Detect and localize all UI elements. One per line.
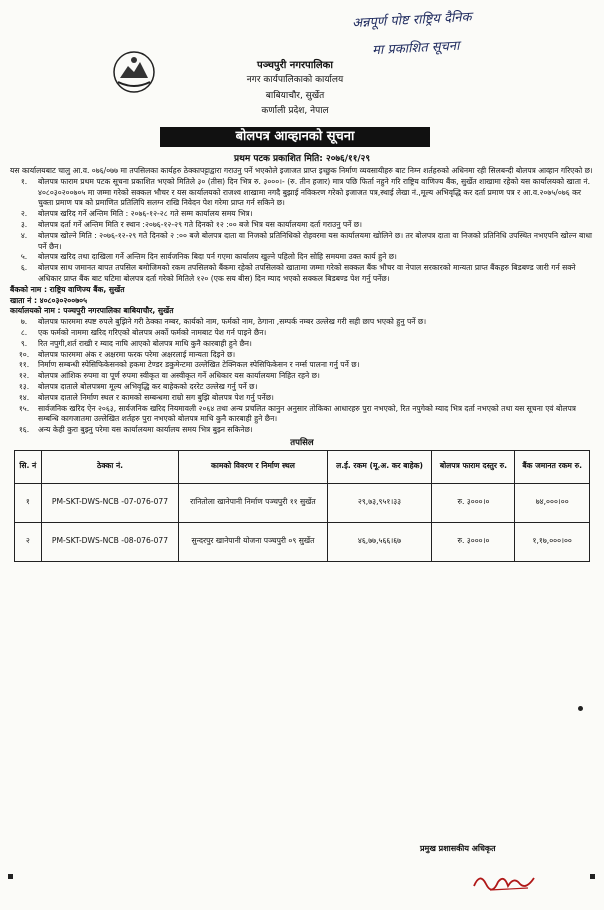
intro-text: यस कार्यालयबाट चालु आ.व. ०७६/०७७ मा तपसिलका कार्यहरु ठेक्कापट्टाद्वारा गराउनु पर्ने भएकोले इजाजत प्राप्त इच्छुक निर्माण व्यवसायीहरु बाट निम्न शर्तहरुको अधिनमा रही सिलबन्दी बोलपत्र आव्हान गरिएको छ। xyxy=(10,166,593,175)
office-place: बाबियाचौर, सुर्खेत xyxy=(265,91,325,101)
notice-body xyxy=(10,166,594,562)
condition-text: बोलपत्र फारममा स्पष्ट रुपले बुझिने गरी ठेक्का नम्बर, कार्यको नाम, फर्मको नाम, ठेगाना ,सम्पर्क नम्बर उल्लेख गरी सही छाप भएको हुनु पर्ने छ। xyxy=(38,317,427,327)
condition-item xyxy=(10,209,594,220)
account-number: खाता नं : ४०८०३०२००७०५ xyxy=(10,295,88,305)
notice-banner: बोलपत्र आव्हानको सूचना xyxy=(160,127,430,147)
column-header: ल.ई. रकम (मू.अ. कर बाहेक) xyxy=(327,450,432,483)
table-cell-sn: २ xyxy=(15,522,42,561)
condition-number: ८. xyxy=(20,327,28,337)
condition-number: २. xyxy=(20,209,28,219)
condition-number: ११. xyxy=(18,360,30,370)
schedule-table xyxy=(14,450,590,562)
handwritten-note-line2: मा प्रकाशित सूचना xyxy=(371,38,460,59)
condition-text: निर्माण सम्बन्धी स्पेसिफिकेसनको हकमा टेण्डर डकुमेन्टमा उल्लेखित टेक्निकल स्पेसिफिकेसन र नर्म्स पालना गर्नु पर्ने छ। xyxy=(38,360,360,370)
condition-text: बोलपत्र खोल्ने मिति : २०७६-१२-२९ गते दिनको २ :०० बजे बोलपत्र दाता वा निजको प्रतिनिधिको रोहवरमा यस कार्यालयमा खोलिने छ। तर बोलपत्र दाता वा निजको प्रतिनिधि उपस्थित नभएपनि खोल्न बाधा पर्ने छैन। xyxy=(38,230,592,251)
condition-item xyxy=(10,263,594,285)
office-province: कर्णाली प्रदेश, नेपाल xyxy=(261,106,329,116)
stray-mark xyxy=(578,706,583,711)
column-header: ठेक्का नं. xyxy=(41,450,179,483)
bank-name: बैंकको नाम : राष्ट्रिय वाणिज्य बैंक, सुर्खेत xyxy=(10,284,125,294)
condition-number: १४. xyxy=(18,392,30,402)
office-account-name: कार्यालयको नाम : पञ्चपुरी नगरपालिका बाबियाचौर, सुर्खेत xyxy=(10,306,174,316)
condition-item xyxy=(10,339,594,350)
table-cell-contract: PM-SKT-DWS-NCB -07-076-077 xyxy=(41,483,179,522)
handwritten-note-line1: अन्नपूर्ण पोष्ट राष्ट्रिय दैनिक xyxy=(351,9,472,32)
condition-text: बोलपत्र दाताले बोलपत्रमा मूल्य अभिवृद्धि कर बाहेकको दररेट उल्लेख गर्नु पर्ने छ। xyxy=(38,381,258,391)
column-header: सि. नं xyxy=(15,450,42,483)
condition-number: १६. xyxy=(18,425,30,435)
condition-text: सार्वजनिक खरिद ऐन २०६३, सार्वजनिक खरिद नियमावली २०६४ तथा अन्य प्रचलित कानुन अनुसार तोकिका आधारहरु पुरा नभएको, रित नपुगेको म्याद भित्र दर्ता नभएको तथा यस सूचना एवं बोलपत्र सम्बन्धि कागजातमा उल्लेखित शर्तहरु पुरा नभएको बोलपत्र माथि कुनै कारबाही हुने छैन। xyxy=(38,403,576,424)
condition-text: बोलपत्र फाराम प्रथम पटक सूचना प्रकाशित भएको मितिले ३० (तीस) दिन भित्र रु. ३०००।- (रु. तीन हजार) मात्र पछि फिर्ता नहुने गरि राष्ट्रिय वाणिज्य बैंक, सुर्खेत शाखामा रहेको यस कार्यालयको खाता नं. ४०८०३०२००७०५ मा जम्मा गरेको सक्कल भौचर र यस कार्यालयको राजश्व शाखामा नगदै बुझाई नविकरण गरेको इजाजत पत्र,स्थाई लेखा नं.,मूल्य अभिवृद्धि कर दर्ता प्रमाण पत्र र आ.व.२०७५/०७६ कर चुक्ता प्रमाण पत्र को प्रमाणित प्रतिलिपि सलग्न राखि निवेदन पेश गरेमा प्राप्त गर्न सकिने छ। xyxy=(38,176,591,208)
condition-number: १३. xyxy=(18,381,30,391)
condition-text: एक फर्मको नाममा खरिद गरिएको बोलपत्र अर्को फर्मको नामबाट पेश गर्न पाइने छैन। xyxy=(38,327,267,337)
condition-item xyxy=(10,328,594,339)
condition-number: १०. xyxy=(18,349,30,359)
scan-mark xyxy=(590,874,595,879)
signature-icon xyxy=(470,868,540,894)
condition-text: बोलपत्र खरिद गर्ने अन्तिम मिति : २०७६-१२-२८ गते सम्म कार्यालय समय भित्र। xyxy=(38,209,253,219)
table-cell-amount: २९,७३,९५१।३३ xyxy=(327,483,432,522)
conditions-list-2 xyxy=(10,317,594,436)
schedule-title: तपसिल xyxy=(290,437,314,448)
column-header: बैंक जमानत रकम रु. xyxy=(515,450,590,483)
office-name: पञ्चपुरी नगरपालिका xyxy=(257,60,333,71)
table-cell-contract: PM-SKT-DWS-NCB -08-076-077 xyxy=(41,522,179,561)
condition-item xyxy=(10,371,594,382)
condition-item xyxy=(10,393,594,404)
column-header: बोलपत्र फाराम दस्तुर रु. xyxy=(432,450,515,483)
condition-item xyxy=(10,252,594,263)
condition-item xyxy=(10,425,594,436)
condition-number: ९. xyxy=(20,338,28,348)
condition-text: बोलपत्र साथ जमानत बापत तपसिल बमोजिमको रकम तपसिलको बैंकमा रहेको तपसिलको खातामा जम्मा गरेको सक्कल बैंक भौचर वा नेपाल सरकारको मान्यता प्राप्त बैंकहरु बिडबण्ड जारी गर्न सक्ने अधिकार प्राप्त बैंक बाट घटिमा बोलपत्र दर्ता गरेको मितिले १२० (एक सय बीस) दिन म्याद भएको सक्कल बिडबण्ड पेश गर्नु पर्नेछ। xyxy=(38,263,576,283)
table-header-row xyxy=(15,450,590,483)
condition-text: बोलपत्र दर्ता गर्ने अन्तिम मिति र स्थान :२०७६-१२-२९ गते दिनको १२ :०० बजे भित्र यस कार्यालयमा दर्ता गराउनु पर्ने छ। xyxy=(38,219,362,229)
condition-text: बोलपत्र खरिद तथा दाखिला गर्ने अन्तिम दिन सार्वजनिक बिदा पर्न गएमा कार्यालय खुल्ने पहिलो दिन सोहि समयमा उक्त कार्य हुने छ। xyxy=(38,252,397,262)
condition-number: १५. xyxy=(18,403,30,413)
column-header: कामको विवरण र निर्माण स्थल xyxy=(179,450,327,483)
table-body xyxy=(15,483,590,561)
condition-text: रित नपुगी,शर्त राखी र म्याद नाघि आएको बोलपत्र माथि कुनै कारबाही हुने छैन। xyxy=(38,338,252,348)
condition-number: ६. xyxy=(20,263,28,273)
table-cell-desc: सुन्दरपुर खानेपानी योजना पञ्चपुरी ०९ सुर्खेत xyxy=(179,522,327,561)
table-cell-sn: १ xyxy=(15,483,42,522)
condition-item xyxy=(10,231,594,253)
condition-item xyxy=(10,317,594,328)
government-emblem-icon xyxy=(112,50,156,94)
condition-number: ३. xyxy=(20,219,28,229)
condition-item xyxy=(10,177,594,209)
table-cell-fee: रु. ३०००।० xyxy=(432,483,515,522)
conditions-list-1 xyxy=(10,177,594,285)
publish-date: प्रथम पटक प्रकाशित मिति: २०७६/११/२९ xyxy=(233,154,371,164)
condition-item xyxy=(10,220,594,231)
scan-mark xyxy=(8,874,13,879)
condition-item xyxy=(10,360,594,371)
table-cell-fee: रु. ३०००।० xyxy=(432,522,515,561)
condition-number: ५. xyxy=(20,252,28,262)
condition-text: अन्य केही कुरा बुझ्नु परेमा यस कार्यालयमा कार्यालय समय भित्र बुझ्न सकिनेछ। xyxy=(38,425,253,435)
condition-number: ४. xyxy=(20,230,28,240)
table-cell-desc: रानितोला खानेपानी निर्माण पञ्चपुरी ११ सुर्खेत xyxy=(179,483,327,522)
condition-number: ७. xyxy=(20,317,28,327)
condition-text: बोलपत्र आंशिक रुपमा वा पूर्ण रुपमा स्वीकृत वा अस्वीकृत गर्ने अधिकार यस कार्यालयमा निहित रहने छ। xyxy=(38,371,320,381)
condition-item xyxy=(10,404,594,426)
officer-title: प्रमुख प्रशासकीय अधिकृत xyxy=(420,844,496,853)
condition-number: १२. xyxy=(18,371,30,381)
condition-number: १. xyxy=(20,176,28,186)
condition-text: बोलपत्र दाताले निर्माण स्थल र कामको सम्बन्धमा राम्रो सग बुझि बोलपत्र पेश गर्नु पर्नेछ। xyxy=(38,392,274,402)
office-exec: नगर कार्यपालिकाको कार्यालय xyxy=(246,75,344,85)
table-cell-amount: ४६,७७,५६६।६७ xyxy=(327,522,432,561)
table-cell-bond: १,१७,०००।०० xyxy=(515,522,590,561)
table-cell-bond: ७४,०००।०० xyxy=(515,483,590,522)
table-row xyxy=(15,522,590,561)
condition-item xyxy=(10,350,594,361)
condition-text: बोलपत्र फारममा अंक र अक्षरमा फरक परेमा अक्षरलाई मान्यता दिइने छ। xyxy=(38,349,236,359)
table-row xyxy=(15,483,590,522)
condition-item xyxy=(10,382,594,393)
